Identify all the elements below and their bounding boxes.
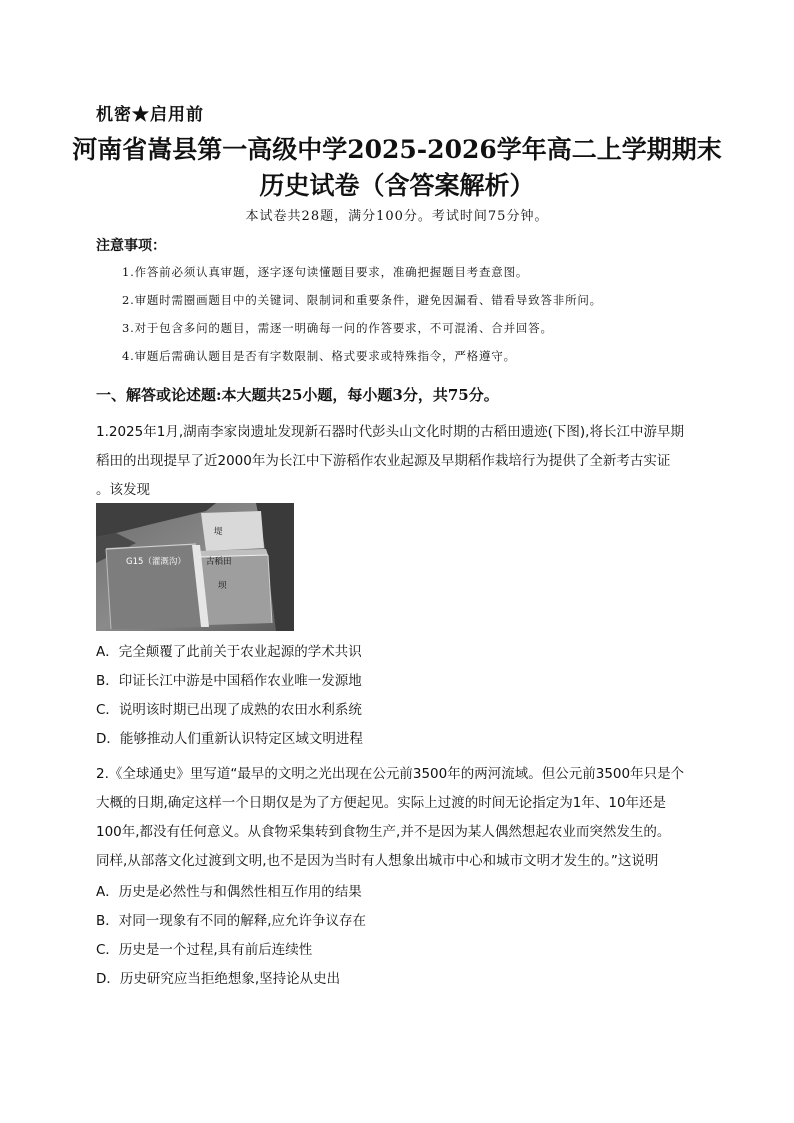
confidential-mark: 机密★启用前 [96, 105, 204, 125]
option-c[interactable]: C．历史是一个过程,具有前后连续性 [96, 942, 313, 958]
question-2-stem [96, 760, 706, 876]
option-b[interactable]: B．印证长江中游是中国稻作农业唯一发源地 [96, 673, 362, 689]
notice-item: 3.对于包含多问的题目，需逐一明确每一问的作答要求，不可混淆、合并回答。 [122, 321, 553, 335]
paddy-field-aerial-photo [96, 503, 294, 631]
figure-label-dike-top: 堤 [214, 527, 223, 537]
aerial-photo-graphic [96, 503, 294, 631]
exam-title-line2: 历史试卷（含答案解析） [259, 171, 535, 200]
question-stem-line: 1.2025年1月,湖南李家岗遗址发现新石器时代彭头山文化时期的古稻田遗迹(下图),将长江中游早期 [96, 424, 684, 440]
notice-list [122, 262, 602, 374]
option-d[interactable]: D．历史研究应当拒绝想象,坚持论从史出 [96, 971, 341, 987]
exam-subtitle: 本试卷共28题，满分100分。考试时间75分钟。 [245, 209, 549, 224]
option-d[interactable]: D．能够推动人们重新认识特定区域文明进程 [96, 731, 363, 747]
figure-label-dike-bottom: 坝 [218, 581, 227, 591]
option-a[interactable]: A．完全颠覆了此前关于农业起源的学术共识 [96, 644, 362, 660]
figure-label-paddy: 古稻田 [206, 557, 232, 567]
question-stem-line: 稻田的出现提早了近2000年为长江中下游稻作农业起源及早期稻作栽培行为提供了全新考古实证 [96, 453, 671, 469]
question-stem-line: 。该发现 [96, 482, 150, 498]
question-stem-line: 2.《全球通史》里写道“最早的文明之光出现在公元前3500年的两河流域。但公元前3500年只是个 [96, 766, 685, 782]
figure-label-ditch: G15（灌溉沟） [126, 557, 186, 567]
question-1-stem [96, 418, 706, 505]
notice-item: 4.审题后需确认题目是否有字数限制、格式要求或特殊指令，严格遵守。 [122, 349, 516, 363]
question-1-options [96, 638, 363, 754]
notice-item: 1.作答前必须认真审题，逐字逐句读懂题目要求，准确把握题目考查意图。 [122, 265, 529, 279]
exam-title-line1: 河南省嵩县第一高级中学2025-2026学年高二上学期期末 [72, 135, 722, 164]
section-heading: 一、解答或论述题:本大题共25小题，每小题3分，共75分。 [96, 386, 499, 404]
question-2-options [96, 878, 366, 994]
question-stem-line: 100年,都没有任何意义。从食物采集转到食物生产,并不是因为某人偶然想起农业而突然发生的。 [96, 824, 671, 840]
option-b[interactable]: B．对同一现象有不同的解释,应允许争议存在 [96, 913, 367, 929]
notice-item: 2.审题时需圈画题目中的关键词、限制词和重要条件，避免因漏看、错看导致答非所问。 [122, 293, 602, 307]
option-c[interactable]: C．说明该时期已出现了成熟的农田水利系统 [96, 702, 362, 718]
notice-heading: 注意事项： [96, 238, 166, 254]
question-stem-line: 大概的日期,确定这样一个日期仅是为了方便起见。实际上过渡的时间无论指定为1年、10年还是 [96, 795, 667, 811]
option-a[interactable]: A．历史是必然性与和偶然性相互作用的结果 [96, 884, 362, 900]
question-stem-line: 同样,从部落文化过渡到文明,也不是因为当时有人想象出城市中心和城市文明才发生的。”这说明 [96, 853, 659, 869]
